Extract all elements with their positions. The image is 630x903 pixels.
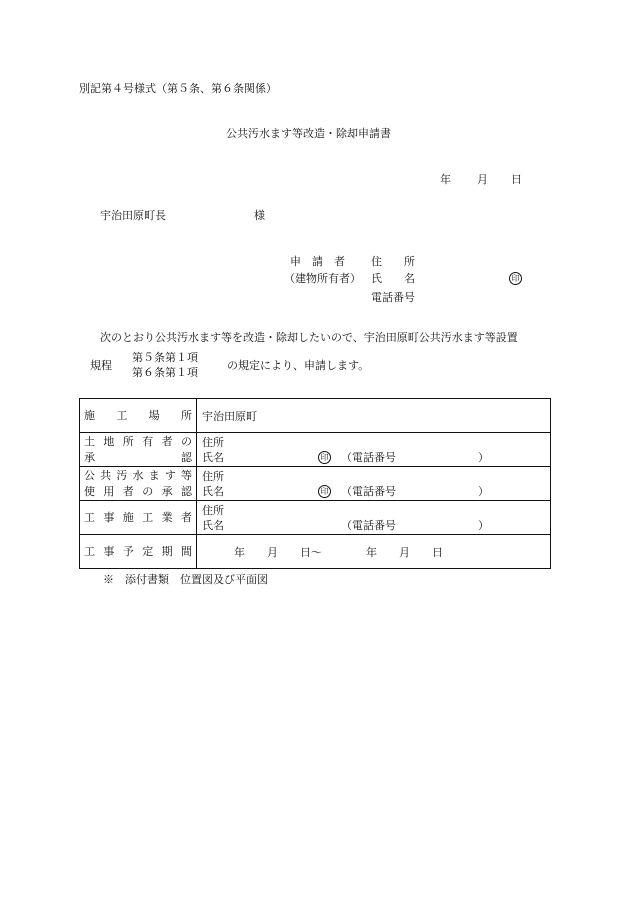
owner-phone-open: （電話番号 [341, 451, 396, 464]
applicant-address-label: 住 所 [371, 255, 415, 268]
user-address-label: 住所 [202, 470, 224, 483]
document-title: 公共汚水ます等改造・除却申請書 [226, 127, 391, 140]
date-day: 日 [511, 173, 522, 186]
date-year: 年 [440, 173, 451, 186]
owner-value[interactable] [197, 433, 551, 467]
owner-name-label: 氏名 [202, 451, 224, 464]
contractor-name-label: 氏名 [202, 519, 224, 532]
body-clause-2: 第６条第１項 [132, 366, 198, 379]
owner-phone-close: ） [478, 451, 489, 464]
table-row-site [80, 399, 551, 433]
addressee-honorific: 様 [254, 209, 265, 222]
contractor-address-label: 住所 [202, 504, 224, 517]
user-phone-close: ） [478, 485, 489, 498]
body-kitei: 規程 [90, 359, 112, 372]
owner-seal-icon: 印 [318, 451, 331, 464]
period-value[interactable]: 年 月 日～ 年 月 日 [197, 535, 551, 569]
body-line-1: 次のとおり公共汚水ます等を改造・除却したいので、宇治田原町公共汚水ます等設置 [100, 331, 518, 344]
applicant-label: 申 請 者 [290, 255, 345, 268]
user-phone-open: （電話番号 [341, 485, 396, 498]
body-line-2: の規定により、申請します。 [227, 359, 370, 372]
period-label: 工事予定期間 [80, 535, 197, 569]
owner-address-label: 住所 [202, 436, 224, 449]
applicant-name-label: 氏 名 [371, 272, 415, 285]
table-row-user [80, 467, 551, 501]
user-seal-icon: 印 [318, 485, 331, 498]
contractor-phone-open: （電話番号 [341, 519, 396, 532]
contractor-value[interactable] [197, 501, 551, 535]
contractor-phone-close: ） [478, 519, 489, 532]
form-reference: 別記第４号様式（第５条、第６条関係） [79, 82, 277, 95]
contractor-label: 工事施工業者 [80, 501, 197, 535]
site-label: 施 工 場 所 [80, 399, 197, 433]
attachment-note: ※ 添付書類 位置図及び平面図 [103, 573, 268, 586]
site-value[interactable]: 宇治田原町 [197, 399, 551, 433]
table-row-period [80, 535, 551, 569]
applicant-seal-icon: 印 [509, 272, 522, 285]
user-label: 公共汚水ます等 使用者の承認 [80, 467, 197, 501]
date-month: 月 [477, 173, 488, 186]
application-table [79, 398, 551, 569]
table-row-contractor [80, 501, 551, 535]
applicant-label-sub: （建物所有者） [284, 272, 361, 285]
table-row-owner [80, 433, 551, 467]
user-name-label: 氏名 [202, 485, 224, 498]
owner-label: 土地所有者の 承認 [80, 433, 197, 467]
addressee-name: 宇治田原町長 [100, 209, 166, 222]
applicant-phone-label: 電話番号 [371, 291, 415, 304]
body-clause-1: 第５条第１項 [132, 351, 198, 364]
user-value[interactable] [197, 467, 551, 501]
